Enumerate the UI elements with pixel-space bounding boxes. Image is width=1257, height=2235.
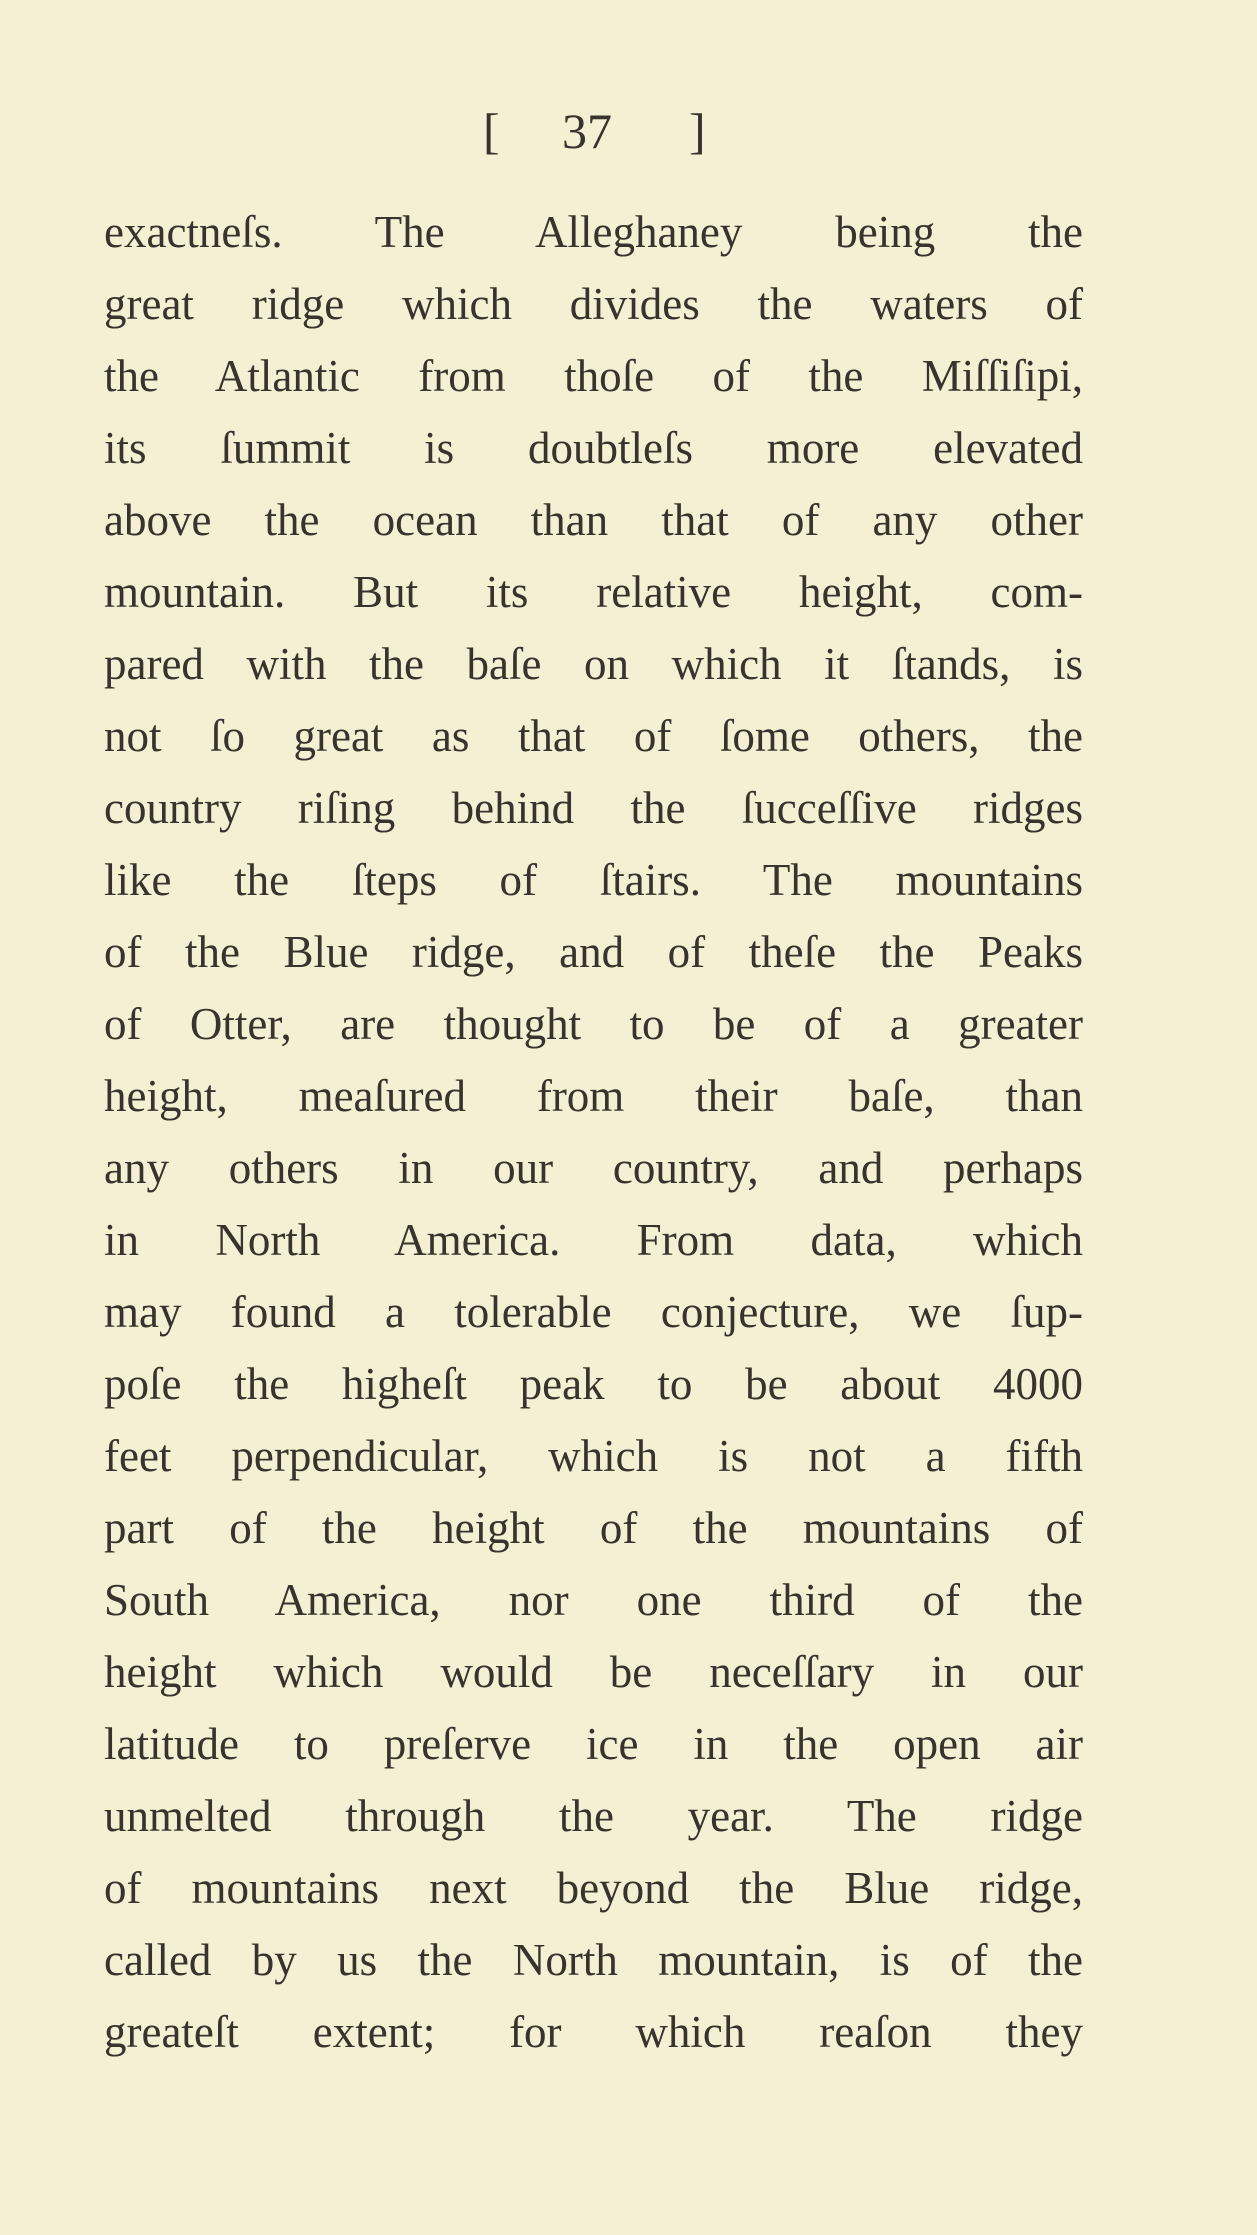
text-line: called by us the North mountain, is of the (104, 1935, 1083, 1985)
text-line: part of the height of the mountains of (104, 1503, 1083, 1553)
text-line: South America, nor one third of the (104, 1575, 1083, 1625)
text-line: great ridge which divides the waters of (104, 279, 1083, 329)
text-line: may found a tolerable conjecture, we ſup- (104, 1287, 1083, 1337)
text-line: exactneſs. The Alleghaney being the (104, 207, 1083, 257)
text-line: height, meaſured from their baſe, than (104, 1071, 1083, 1121)
text-line: country riſing behind the ſucceſſive ridges (104, 783, 1083, 833)
text-line: unmelted through the year. The ridge (104, 1791, 1083, 1841)
text-line: greateſt extent; for which reaſon they (104, 2007, 1083, 2057)
text-line: height which would be neceſſary in our (104, 1647, 1083, 1697)
page-number-left-bracket: [ (483, 103, 500, 159)
text-line: its ſummit is doubtleſs more elevated (104, 423, 1083, 473)
text-line: any others in our country, and perhaps (104, 1143, 1083, 1193)
text-line: of Otter, are thought to be of a greater (104, 999, 1083, 1049)
text-line: feet perpendicular, which is not a fifth (104, 1431, 1083, 1481)
text-line: latitude to preſerve ice in the open air (104, 1719, 1083, 1769)
text-line: not ſo great as that of ſome others, the (104, 711, 1083, 761)
text-line: mountain. But its relative height, com- (104, 567, 1083, 617)
page-body-text (104, 196, 1083, 2068)
text-line: poſe the higheſt peak to be about 4000 (104, 1359, 1083, 1409)
text-line: like the ſteps of ſtairs. The mountains (104, 855, 1083, 905)
text-line: above the ocean than that of any other (104, 495, 1083, 545)
page-number: 37 (562, 103, 612, 159)
text-line: the Atlantic from thoſe of the Miſſiſipi, (104, 351, 1083, 401)
page-number-right-bracket: ] (689, 103, 706, 159)
text-line: in North America. From data, which (104, 1215, 1083, 1265)
text-line: of the Blue ridge, and of theſe the Peaks (104, 927, 1083, 977)
text-line: pared with the baſe on which it ſtands, is (104, 639, 1083, 689)
text-line: of mountains next beyond the Blue ridge, (104, 1863, 1083, 1913)
